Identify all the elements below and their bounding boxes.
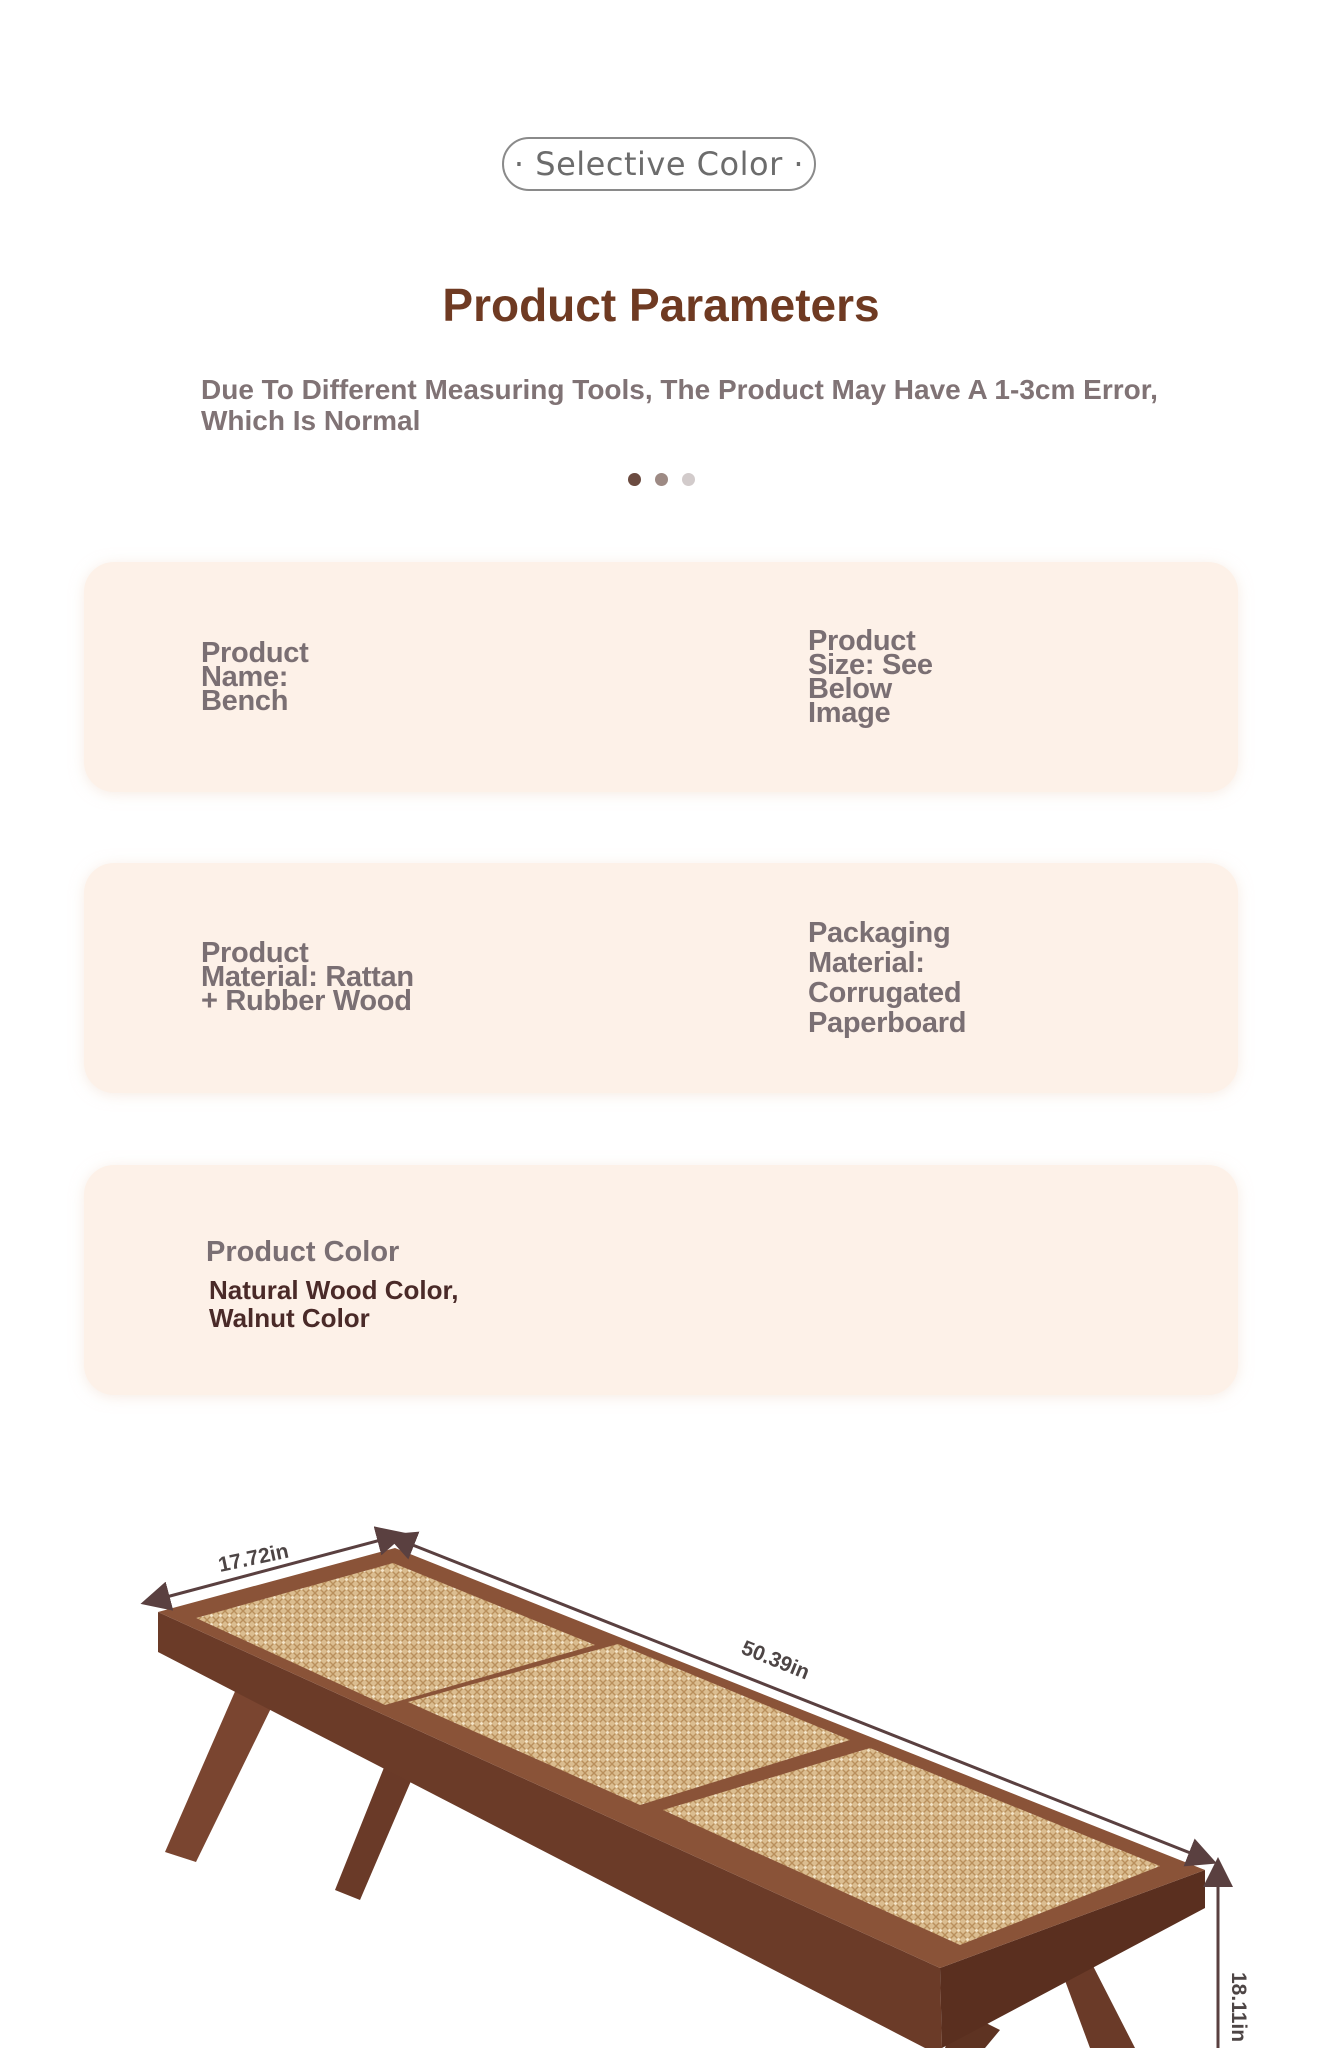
depth-label: 17.72in (216, 1539, 291, 1577)
bench-leg (165, 1680, 275, 1862)
bench-dimension-image (0, 1490, 1322, 2048)
product-color-label: Product Color (206, 1236, 400, 1268)
page-title: Product Parameters (442, 279, 880, 331)
product-name: Product Name: Bench (201, 637, 309, 717)
product-size: Product Size: See Below Image (808, 625, 933, 729)
packaging-material: Packaging Material: Corrugated Paperboard (808, 917, 967, 1039)
length-label: 50.39in (738, 1636, 813, 1685)
carousel-dot[interactable] (628, 473, 641, 486)
carousel-dot[interactable] (655, 473, 668, 486)
measurement-note: Due To Different Measuring Tools, The Product May Have A 1-3cm Error, Which Is Normal (201, 374, 1158, 436)
product-material: Product Material: Rattan + Rubber Wood (201, 937, 414, 1017)
carousel-dot[interactable] (682, 473, 695, 486)
height-label: 18.11in (1227, 1972, 1250, 2043)
selective-color-pill[interactable]: · Selective Color · (502, 137, 816, 191)
carousel-dots (628, 473, 695, 486)
product-color-value: Natural Wood Color, Walnut Color (209, 1275, 459, 1333)
